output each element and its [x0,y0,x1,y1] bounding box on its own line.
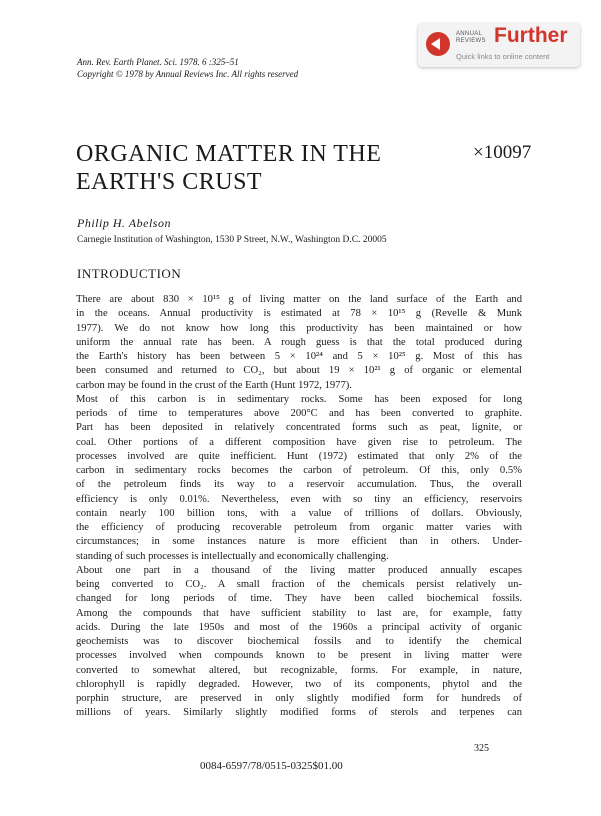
further-wordmark: Further [494,24,568,47]
article-title [76,140,381,196]
text-line: processes involved when compounds known to be present in living matter were [76,650,522,662]
page-number: 325 [474,743,489,754]
citation-line-2: Copyright © 1978 by Annual Reviews Inc. All rights reserved [77,69,299,79]
text-line: contain nearly 100 billion tons, with a value of trillions of dollars. Obviously, [76,507,522,519]
brand-line-1: ANNUAL [456,31,483,37]
annual-reviews-logo-text [456,31,486,45]
text-line: Part has been deposited in relatively concentrated forms such as peat, lignite, or [76,422,522,434]
paragraph [76,564,522,721]
author-affiliation: Carnegie Institution of Washington, 1530 P Street, N.W., Washington D.C. 20005 [77,235,387,245]
text-line: circumstances; in some instances nature is more efficient than in others. Under- [76,536,522,548]
text-line: periods of time to temperatures above 200°C and has been converted to graphite. [76,408,522,419]
text-line: porphin structure, are preserved in only slightly modified form for hundreds of [76,693,522,704]
brand-line-2: REVIEWS [456,38,486,44]
price-code: 0084-6597/78/0515-0325$01.00 [200,760,343,772]
paragraph [76,293,522,393]
text-line: Among the compounds that have sufficient stability to last are, for example, fatty [76,607,522,619]
text-line: millions of years. Similarly slightly modified forms of sterols and terpenes can [76,707,522,719]
text-line: uniform the annual rate has been. A rough guess is that the total produced during [76,336,522,348]
text-line: About one part in a thousand of the living matter produced annually escapes [76,564,522,576]
title-line-1: ORGANIC MATTER IN THE [76,141,382,167]
text-line: of the petroleum finds its way to a reservoir accumulation. Thus, the overall [76,479,522,491]
journal-citation [77,56,298,80]
text-line: 1977). We do not know how long this productivity has been maintained or how [76,322,522,334]
text-line: changed for long periods of time. They have been called biochemical fossils. [76,593,522,605]
further-subtitle: Quick links to online content [456,52,550,61]
play-left-icon [426,32,450,56]
body-text [76,293,522,721]
text-line: There are about 830 × 10¹⁵ g of living matter on the land surface of the Earth and [76,294,522,305]
text-line: Most of this carbon is in sedimentary rocks. Some has been exposed for long [76,393,522,405]
section-heading: INTRODUCTION [77,266,182,281]
text-line: carbon may be found in the crust of the Earth (Hunt 1972, 1977). [76,379,352,391]
text-line: carbon in sedimentary rocks becomes the carbon of petroleum. Of this, only 0.5% [76,465,522,476]
text-line: the efficiency of producing recoverable petroleum from organic matter varies with [76,522,522,533]
text-line: the Earth's history has been between 5 × 10²⁴ and 5 × 10²⁵ g. Most of this has [76,351,522,362]
text-line: chlorophyll is rapidly degraded. However, two of its components, phytol and the [76,678,522,690]
citation-line-1: Ann. Rev. Earth Planet. Sci. 1978. 6 :325–51 [77,57,239,67]
text-line: being converted to CO₂. A small fraction of the chemicals persist relatively un- [76,579,522,590]
document-id: ×10097 [473,142,532,163]
text-line: geochemists was to discover biochemical fossils and to identify the chemical [76,636,522,647]
title-line-2: EARTH'S CRUST [76,169,263,195]
text-line: in the oceans. Annual productivity is estimated at 78 × 10¹⁵ g (Revelle & Munk [76,308,522,320]
text-line: been consumed and returned to CO₂, but about 19 × 10²¹ g of organic or elemental [76,365,522,377]
text-line: converted to somewhat altered, but recognizable, forms. For example, in nature, [76,664,522,676]
text-line: acids. During the late 1950s and most of the 1960s a principal activity of organic [76,621,522,633]
text-line: processes involved are quite inefficient. Hunt (1972) estimated that only 2% of the [76,450,522,462]
text-line: coal. Other portions of a different composition have given rise to petroleum. The [76,436,522,448]
paragraph [76,393,522,564]
annual-reviews-further-banner[interactable] [418,23,580,67]
author-name: Philip H. Abelson [77,216,171,230]
text-line: standing of such processes is intellectually and economically challenging. [76,550,389,562]
text-line: efficiency is only 0.01%. Nevertheless, even with so tiny an efficiency, reservoirs [76,493,522,505]
